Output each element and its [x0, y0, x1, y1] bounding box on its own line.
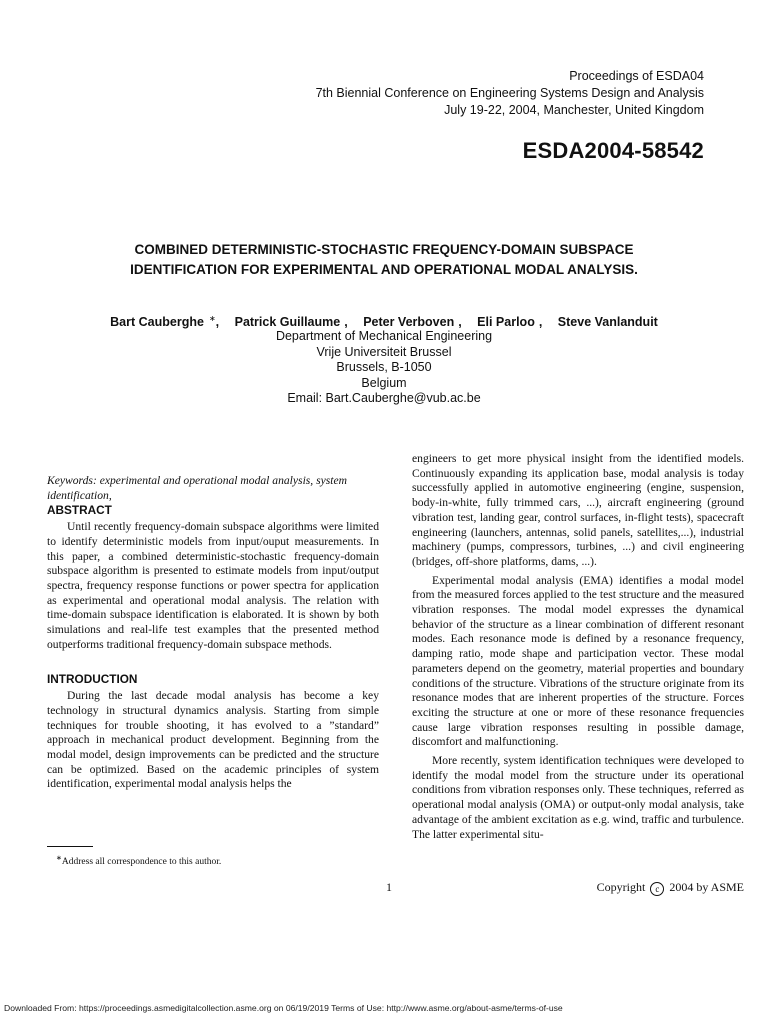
proceedings-line: July 19-22, 2004, Manchester, United Kingdom — [444, 103, 704, 117]
left-column — [47, 474, 379, 792]
paper-title — [64, 240, 704, 280]
keywords: Keywords: experimental and operational modal analysis, system identification, — [47, 474, 348, 502]
affiliation-line: Department of Mechanical Engineering — [275, 329, 493, 343]
abstract-text: Until recently frequency-domain subspace algorithms were limited to identify deterministic models from input/ouput measurements. In this paper, a combined deterministic-stochastic frequency-domain subspace algorithm is presented to estimate models from input/output spectra, frequency response functions or power spectra for application as experimental and operational modal analysis. The relation with time-domain subspace identification is elaborated. It is shown by both simulations and real-life test examples that the presented method outperforms traditional frequency-domain subspace methods. — [47, 520, 379, 651]
author: Peter Verboven , — [363, 315, 462, 330]
proceedings-line: 7th Biennial Conference on Engineering Systems Design and Analysis — [315, 86, 704, 100]
footnote-rule — [47, 846, 93, 847]
copyright-notice: Copyright c 2004 by ASME — [596, 880, 744, 894]
author: Bart Cauberghe ∗, — [110, 314, 220, 330]
proceedings-line: Proceedings of ESDA04 — [569, 69, 704, 83]
introduction-heading: INTRODUCTION — [47, 672, 138, 687]
author: Eli Parloo , — [477, 315, 543, 330]
body-paragraph: Experimental modal analysis (EMA) identifies a modal model from the measured forces applied to the test structure and the measured vibration responses. The modal model expresses the dynamical behavior of the structure as a linear combination of different resonant modes. Each resonance mode is defined by a resonance frequency, damping ratio, mode shape and participation vector. These modal parameters depend on the geometry, material properties and boundary conditions of the structure. Vibrations of the structure originate from its resonance modes that are inherent properties of the structure. Forces exciting the structure at one or more of these resonance frequencies cause large vibration responses resulting in possible damage, discomfort and malfunctioning. — [412, 573, 744, 749]
abstract-heading: ABSTRACT — [47, 503, 112, 518]
title-line: COMBINED DETERMINISTIC-STOCHASTIC FREQUENCY-DOMAIN SUBSPACE — [134, 242, 634, 257]
title-line: IDENTIFICATION FOR EXPERIMENTAL AND OPERATIONAL MODAL ANALYSIS. — [130, 262, 638, 277]
footnote: ∗Address all correspondence to this author. — [56, 854, 222, 868]
affiliation — [64, 329, 704, 407]
copyright-symbol: c — [650, 882, 664, 896]
author-list — [64, 314, 704, 329]
affiliation-line: Brussels, B-1050 — [336, 360, 432, 374]
download-notice: Downloaded From: https://proceedings.asmedigitalcollection.asme.org on 06/19/2019 Terms of Use: http://www.asme.org/about-asme/terms-of-use — [4, 1003, 563, 1013]
author-footnote-mark: ∗ — [208, 314, 216, 323]
affiliation-line: Belgium — [361, 375, 407, 390]
proceedings-header — [184, 68, 704, 119]
affiliation-line: Vrije Universiteit Brussel — [316, 344, 452, 359]
body-paragraph: engineers to get more physical insight from the identified models. Continuously expanding its application base, modal analysis is today successfully applied in automotive engineering (engine, suspension, body-in-white, fully trimmed cars, ...), aircraft engineering (ground vibration test, landing gear, control surfaces, in-flight tests), spacecraft engineering (launchers, antennas, solid panels, satellites,...), industrial machinery (pumps, compressors, turbines, ...) and civil engineering (bridges, off-shore platforms, dams, ...). — [412, 452, 744, 568]
author: Patrick Guillaume , — [234, 315, 348, 330]
introduction-text: During the last decade modal analysis has become a key technology in structural dynamics analysis. Starting from simple techniques for trouble shooting, it has evolved to a ”standard” approach in mechanical product development. Beginning from the modal model, design improvements can be predicted and the structure can be optimized. Based on the academic principles of system identification, experimental modal analysis helps the — [47, 689, 379, 791]
author: Steve Vanlanduit — [557, 315, 658, 330]
paper-id: ESDA2004-58542 — [522, 138, 704, 163]
right-column — [412, 452, 744, 842]
author-email: Email: Bart.Cauberghe@vub.ac.be — [287, 391, 481, 405]
page-number: 1 — [386, 880, 392, 894]
body-paragraph: More recently, system identification techniques were developed to identify the modal model from the structure under its operational conditions from vibration responses only. These techniques, referred as operational modal analysis (OMA) or output-only modal analysis, take advantage of the ambient excitation as e.g. wind, traffic and turbulence. The latter experimental situ- — [412, 754, 745, 841]
